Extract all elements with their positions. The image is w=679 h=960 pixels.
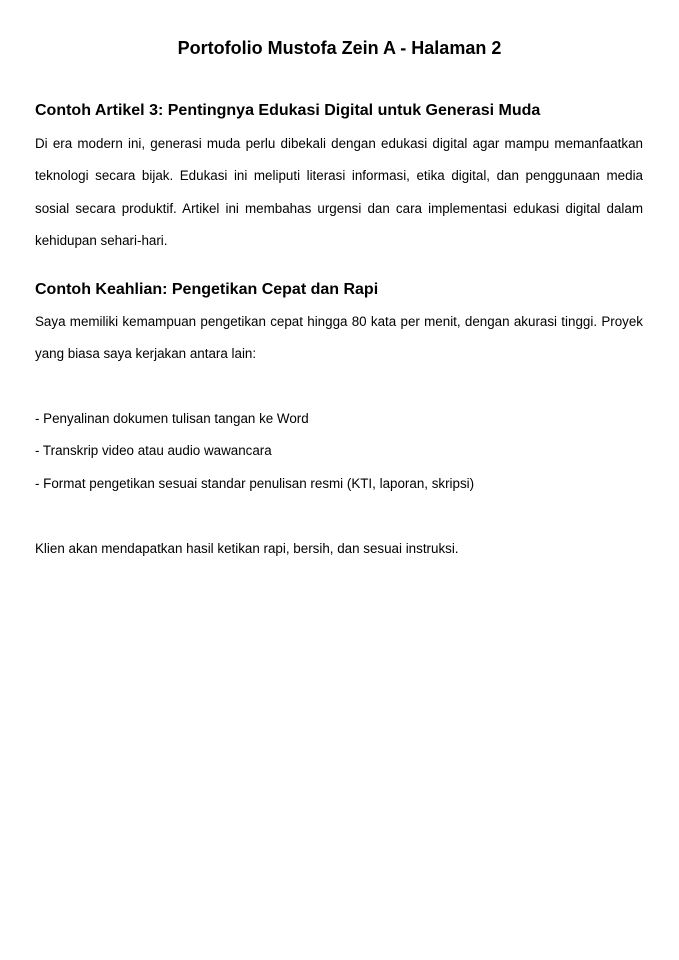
article-body-block	[35, 128, 643, 258]
skill-list	[35, 473, 643, 495]
skill-list	[35, 440, 643, 462]
closing-block	[35, 538, 643, 560]
skill-heading: Contoh Keahlian: Pengetikan Cepat dan Rapi	[35, 281, 379, 298]
page-title: Portofolio Mustofa Zein A - Halaman 2	[177, 38, 502, 58]
skill-intro-block	[35, 306, 643, 371]
skill-intro: Saya memiliki kemampuan pengetikan cepat hingga 80 kata per menit, dengan akurasi tinggi. Proyek yang biasa saya kerjakan antara lain:	[35, 314, 643, 362]
list-item: - Format pengetikan sesuai standar penulisan resmi (KTI, laporan, skripsi)	[35, 476, 475, 491]
article-body: Di era modern ini, generasi muda perlu dibekali dengan edukasi digital agar mampu memanfaatkan teknologi secara bijak. Edukasi ini meliputi literasi informasi, etika digital, dan penggunaan media sosial secara produktif. Artikel ini membahas urgensi dan cara implementasi edukasi digital dalam kehidupan sehari-hari.	[35, 136, 643, 249]
list-item: - Transkrip video atau audio wawancara	[35, 443, 272, 458]
article-section	[35, 100, 643, 122]
skill-section	[35, 279, 643, 301]
list-item: - Penyalinan dokumen tulisan tangan ke Word	[35, 411, 309, 426]
closing-text: Klien akan mendapatkan hasil ketikan rapi, bersih, dan sesuai instruksi.	[35, 541, 459, 556]
skill-list	[35, 408, 643, 430]
article-heading: Contoh Artikel 3: Pentingnya Edukasi Digital untuk Generasi Muda	[35, 102, 541, 119]
